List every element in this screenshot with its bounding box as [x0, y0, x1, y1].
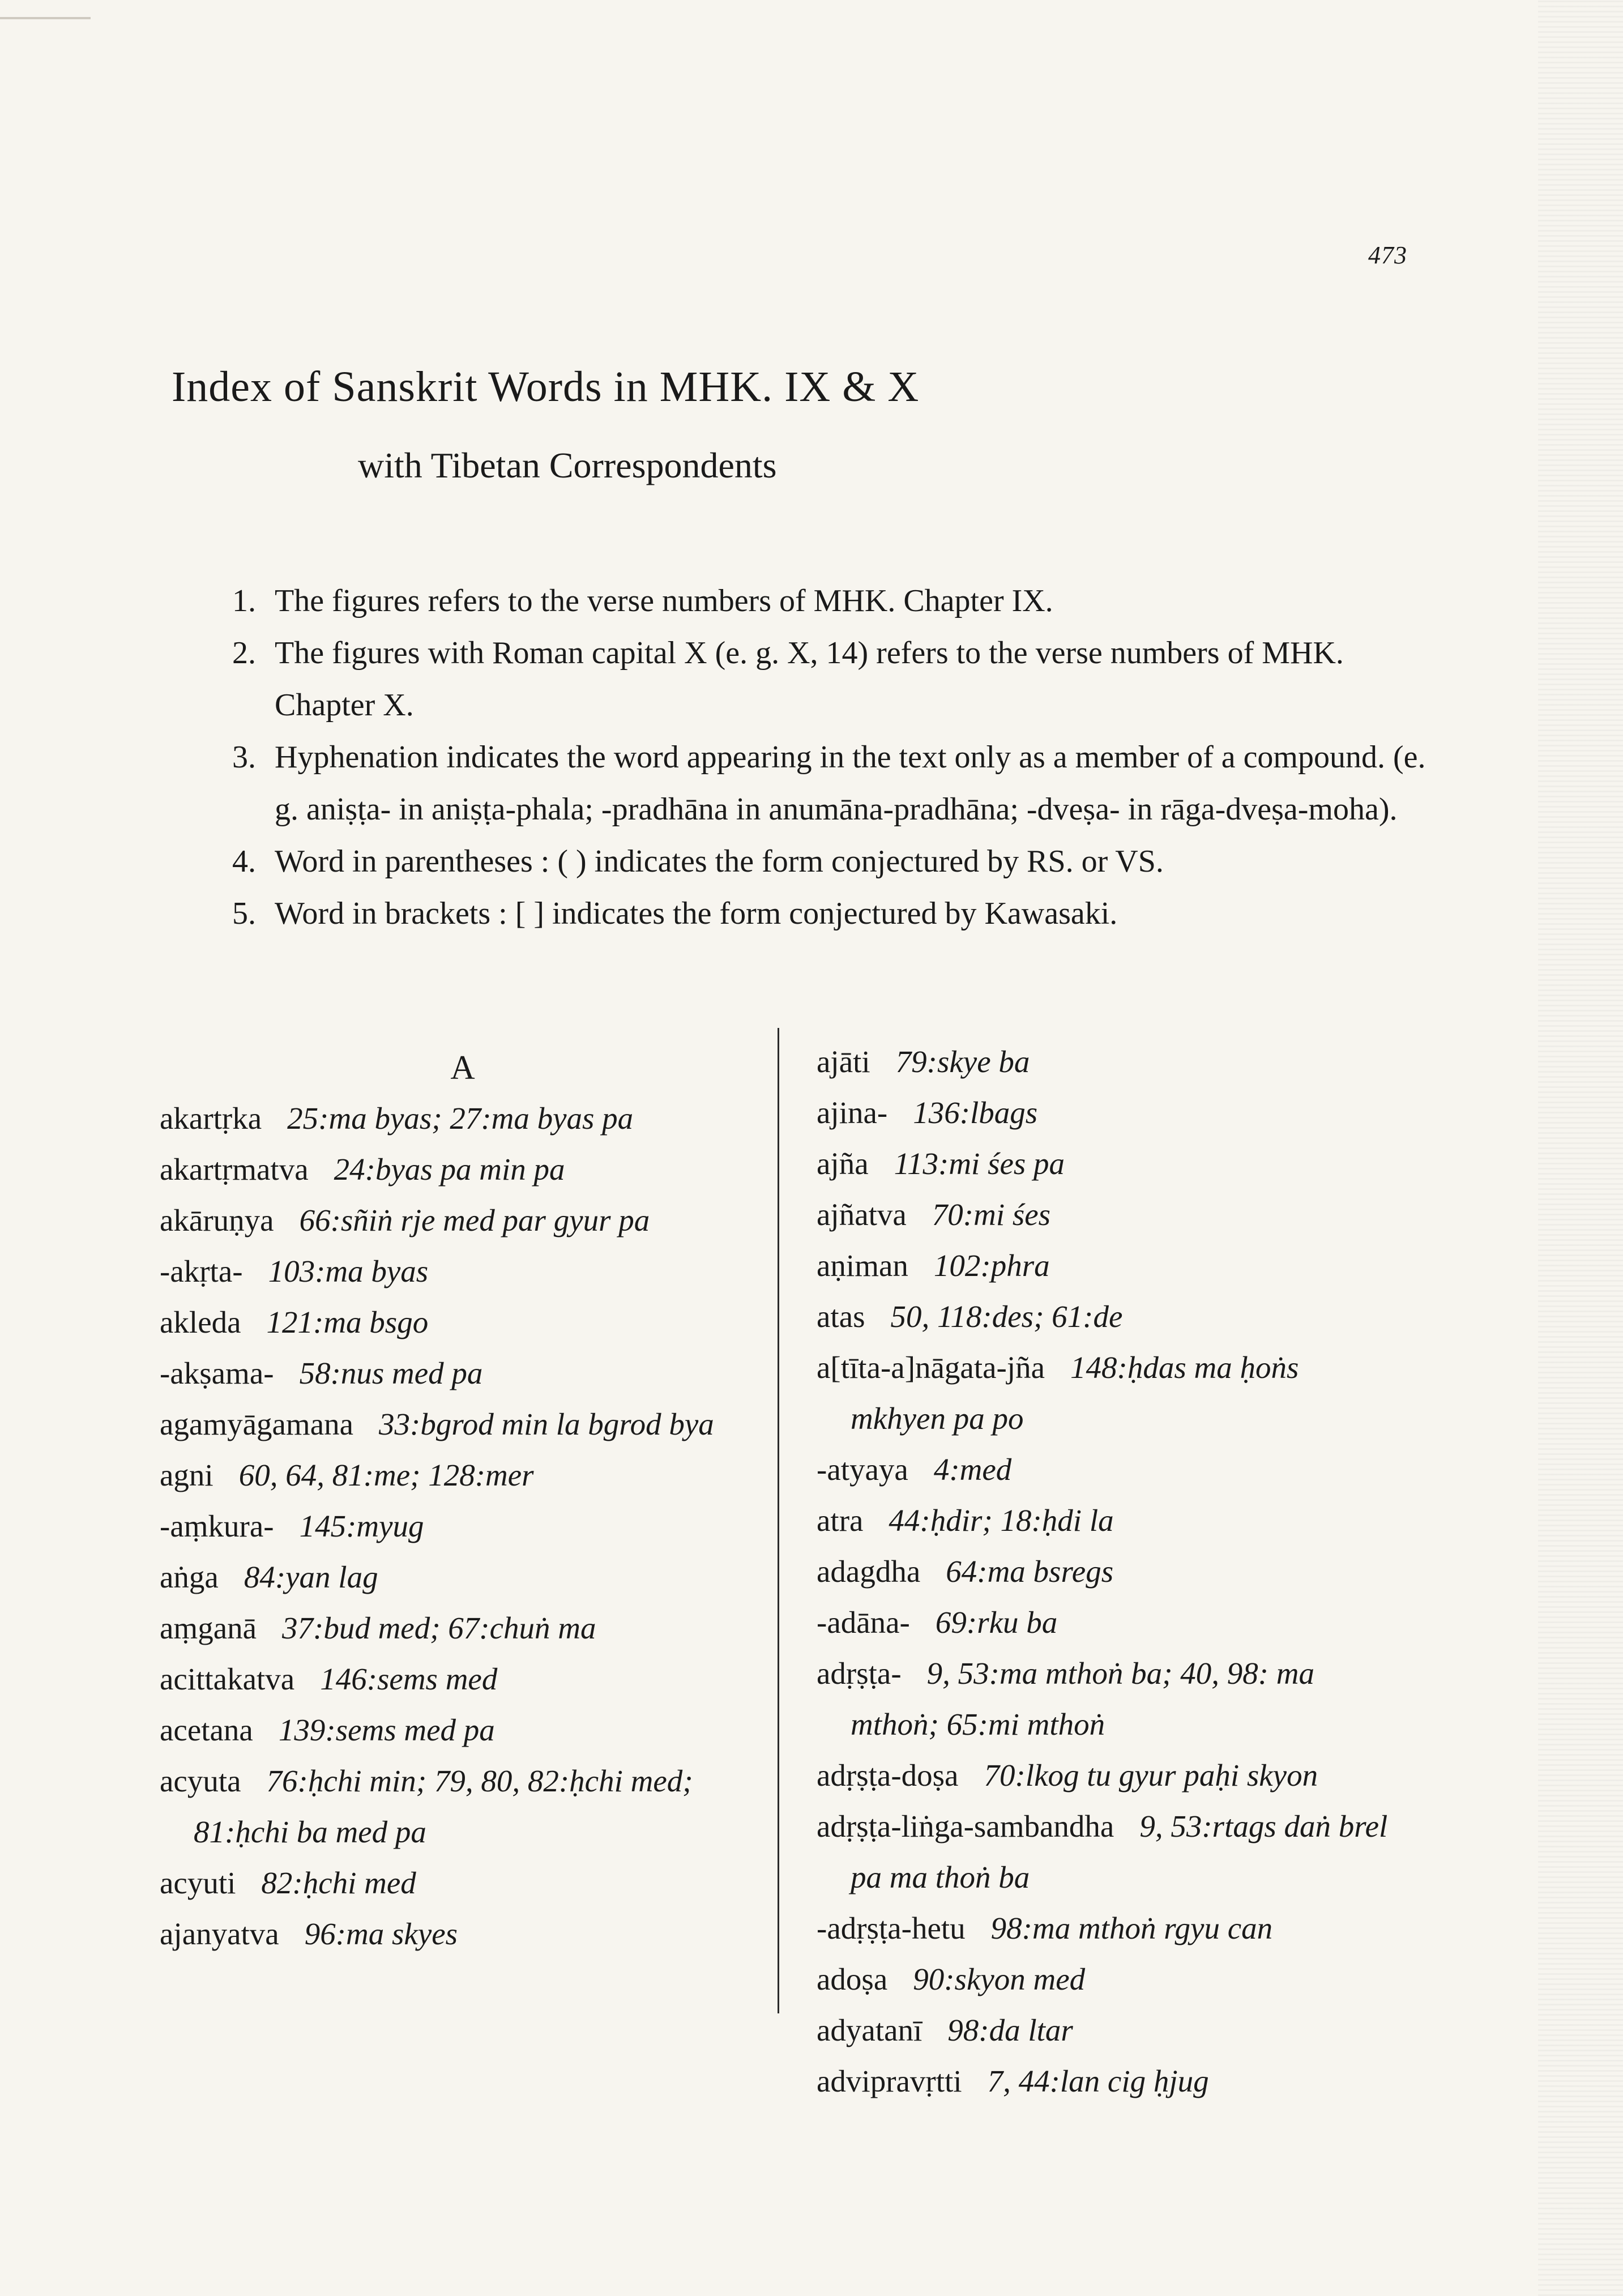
sanskrit-word: -akṣama- [160, 1356, 274, 1390]
index-entry [817, 1444, 1394, 1495]
sanskrit-word: ajanyatva [160, 1917, 279, 1951]
notes-list [232, 575, 1427, 940]
index-entry [817, 1954, 1394, 2005]
tibetan-correspondent: 98:ma mthoṅ rgyu can [990, 1911, 1273, 1945]
note-text: Hyphenation indicates the word appearing in the text only as a member of a compound. (e. g. aniṣṭa- in aniṣṭa-phala; -pradhāna in anumāna-pradhāna; -dveṣa- in rāga-dveṣa-moha). [275, 740, 1426, 827]
sanskrit-word: acetana [160, 1713, 253, 1747]
index-entry [817, 1903, 1394, 1954]
index-entry [160, 1909, 737, 1960]
sanskrit-word: a[tīta-a]nāgata-jña [817, 1350, 1045, 1385]
index-entry [817, 1342, 1394, 1444]
note-number: 2. [232, 635, 256, 671]
index-entry [817, 1597, 1394, 1648]
tibetan-correspondent: 25:ma byas; 27:ma byas pa [287, 1101, 634, 1136]
sanskrit-word: advipravṛtti [817, 2064, 962, 2098]
tibetan-correspondent: 33:bgrod min la bgrod bya [379, 1407, 714, 1441]
note-text: The figures with Roman capital X (e. g. X, 14) refers to the verse numbers of MHK. Chapter X. [275, 635, 1344, 723]
sanskrit-word: aṇiman [817, 1248, 908, 1283]
index-entry [160, 1450, 737, 1501]
tibetan-correspondent: 146:sems med [320, 1662, 498, 1696]
sanskrit-word: akartṛka [160, 1101, 262, 1136]
index-entry [817, 2056, 1394, 2107]
note-item [232, 731, 1427, 835]
index-entry [160, 1348, 737, 1399]
page-title: Index of Sanskrit Words in MHK. IX & X [172, 363, 920, 411]
scan-artifact-edge [1538, 0, 1623, 2296]
column-divider [778, 1028, 779, 2013]
sanskrit-word: acyuta [160, 1764, 241, 1798]
tibetan-correspondent: 24:byas pa min pa [334, 1152, 565, 1187]
sanskrit-word: adagdha [817, 1554, 921, 1589]
index-entry [817, 1546, 1394, 1597]
index-entry [160, 1399, 737, 1450]
page-subtitle: with Tibetan Correspondents [358, 445, 777, 485]
tibetan-correspondent: 139:sems med pa [278, 1713, 495, 1747]
tibetan-correspondent: 58:nus med pa [299, 1356, 483, 1390]
sanskrit-word: ajina- [817, 1095, 888, 1130]
tibetan-correspondent: 50, 118:des; 61:de [890, 1299, 1123, 1334]
sanskrit-word: agamyāgamana [160, 1407, 354, 1441]
index-entry [817, 1240, 1394, 1291]
tibetan-correspondent: 82:ḥchi med [261, 1866, 416, 1900]
tibetan-correspondent: 103:ma byas [268, 1254, 429, 1288]
index-entry [160, 1705, 737, 1756]
sanskrit-word: adyatanī [817, 2013, 922, 2047]
index-entry [160, 1858, 737, 1909]
sanskrit-word: atra [817, 1503, 864, 1538]
note-item [232, 835, 1427, 887]
index-entry [817, 1138, 1394, 1189]
tibetan-correspondent: 113:mi śes pa [894, 1146, 1065, 1181]
note-number: 5. [232, 896, 256, 931]
tibetan-correspondent: 9, 53:ma mthoṅ ba; 40, 98: ma mthoṅ; 65:mi mthoṅ [851, 1656, 1315, 1742]
note-item [232, 575, 1427, 627]
sanskrit-word: -akṛta- [160, 1254, 243, 1288]
tibetan-correspondent: 76:ḥchi min; 79, 80, 82:ḥchi med; 81:ḥchi ba med pa [194, 1764, 693, 1849]
note-number: 1. [232, 583, 256, 618]
tibetan-correspondent: 102:phra [933, 1248, 1050, 1283]
tibetan-correspondent: 44:ḥdir; 18:ḥdi la [889, 1503, 1114, 1538]
tibetan-correspondent: 7, 44:lan cig ḥjug [987, 2064, 1209, 2098]
index-entry [817, 1801, 1394, 1903]
sanskrit-word: adṛṣṭa-liṅga-sambandha [817, 1809, 1114, 1843]
tibetan-correspondent: 145:myug [299, 1509, 424, 1543]
sanskrit-word: adoṣa [817, 1962, 888, 1996]
sanskrit-word: -atyaya [817, 1452, 908, 1487]
sanskrit-word: acyuti [160, 1866, 236, 1900]
note-text: Word in brackets : [ ] indicates the form conjectured by Kawasaki. [275, 896, 1118, 931]
sanskrit-word: adṛṣṭa-doṣa [817, 1758, 959, 1793]
note-number: 4. [232, 844, 256, 879]
index-entry [160, 1246, 737, 1297]
index-entry [817, 1495, 1394, 1546]
scan-artifact-top [0, 17, 91, 19]
index-entry [817, 1648, 1394, 1750]
page-number: 473 [1368, 241, 1407, 269]
sanskrit-word: aṅga [160, 1560, 219, 1594]
tibetan-correspondent: 79:skye ba [895, 1044, 1030, 1079]
index-entry [160, 1603, 737, 1654]
tibetan-correspondent: 148:ḥdas ma ḥoṅs mkhyen pa po [851, 1350, 1299, 1436]
index-column-left [160, 1042, 737, 1960]
tibetan-correspondent: 70:mi śes [932, 1197, 1051, 1232]
sanskrit-word: akleda [160, 1305, 241, 1339]
note-item [232, 887, 1427, 940]
index-entry [160, 1144, 737, 1195]
tibetan-correspondent: 70:lkog tu gyur paḥi skyon [984, 1758, 1318, 1793]
entry-list-right [817, 1036, 1394, 2107]
sanskrit-word: -adāna- [817, 1605, 910, 1640]
note-text: The figures refers to the verse numbers of MHK. Chapter IX. [275, 583, 1053, 618]
tibetan-correspondent: 60, 64, 81:me; 128:mer [238, 1458, 534, 1492]
index-entry [160, 1501, 737, 1552]
index-entry [817, 1291, 1394, 1342]
tibetan-correspondent: 136:lbags [913, 1095, 1038, 1130]
entry-list-left [160, 1093, 737, 1960]
index-entry [817, 1189, 1394, 1240]
index-entry [160, 1195, 737, 1246]
note-item [232, 627, 1427, 731]
sanskrit-word: agni [160, 1458, 213, 1492]
tibetan-correspondent: 9, 53:rtags daṅ brel pa ma thoṅ ba [851, 1809, 1388, 1894]
tibetan-correspondent: 90:skyon med [913, 1962, 1086, 1996]
tibetan-correspondent: 84:yan lag [244, 1560, 378, 1594]
sanskrit-word: ajñatva [817, 1197, 907, 1232]
tibetan-correspondent: 4:med [933, 1452, 1012, 1487]
index-entry [160, 1552, 737, 1603]
tibetan-correspondent: 64:ma bsregs [946, 1554, 1114, 1589]
sanskrit-word: -aṃkura- [160, 1509, 274, 1543]
tibetan-correspondent: 69:rku ba [935, 1605, 1058, 1640]
sanskrit-word: aṃganā [160, 1611, 257, 1645]
section-letter: A [450, 1049, 475, 1086]
tibetan-correspondent: 96:ma skyes [304, 1917, 458, 1951]
sanskrit-word: akartṛmatva [160, 1152, 309, 1187]
sanskrit-word: akāruṇya [160, 1203, 274, 1237]
note-text: Word in parentheses : ( ) indicates the form conjectured by RS. or VS. [275, 844, 1164, 879]
sanskrit-word: ajāti [817, 1044, 870, 1079]
index-entry [160, 1654, 737, 1705]
index-entry [817, 2005, 1394, 2056]
tibetan-correspondent: 66:sñiṅ rje med par gyur pa [299, 1203, 650, 1237]
sanskrit-word: ajña [817, 1146, 869, 1181]
tibetan-correspondent: 98:da ltar [947, 2013, 1073, 2047]
index-column-right [817, 1036, 1394, 2107]
index-entry [817, 1750, 1394, 1801]
index-entry [817, 1036, 1394, 1087]
sanskrit-word: atas [817, 1299, 865, 1334]
index-entry [817, 1087, 1394, 1138]
sanskrit-word: adṛṣṭa- [817, 1656, 902, 1691]
sanskrit-word: acittakatva [160, 1662, 295, 1696]
index-entry [160, 1297, 737, 1348]
tibetan-correspondent: 37:bud med; 67:chuṅ ma [282, 1611, 596, 1645]
tibetan-correspondent: 121:ma bsgo [266, 1305, 429, 1339]
note-number: 3. [232, 740, 256, 775]
sanskrit-word: -adṛṣṭa-hetu [817, 1911, 966, 1945]
index-entry [160, 1756, 737, 1858]
index-entry [160, 1093, 737, 1144]
